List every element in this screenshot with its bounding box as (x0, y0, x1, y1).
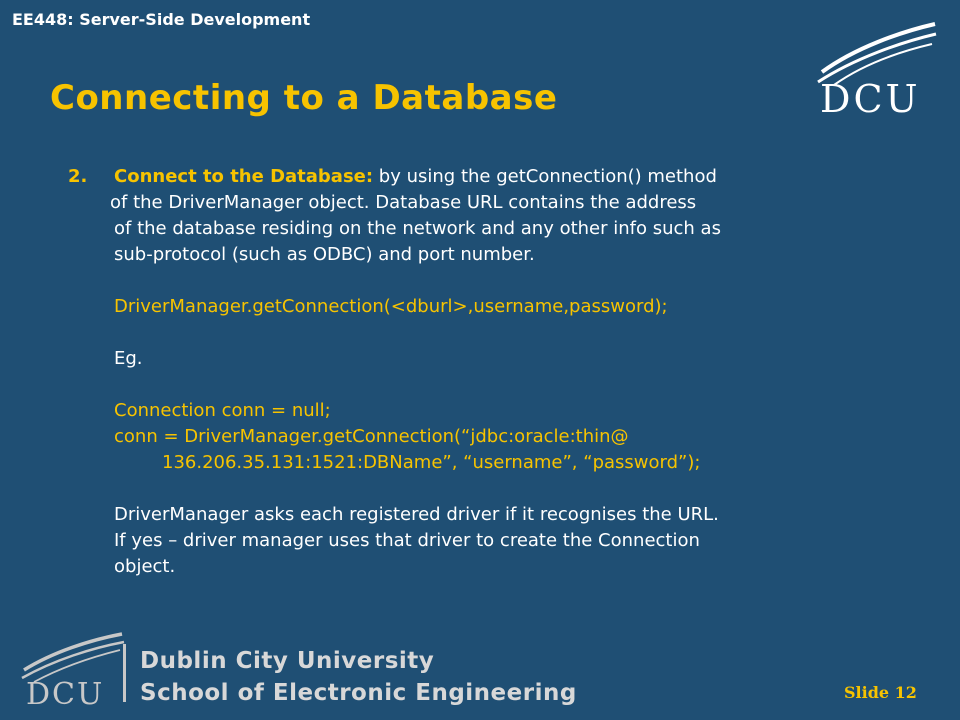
body-text: by using the getConnection() method (373, 166, 717, 187)
course-label: EE448: Server-Side Development (12, 10, 311, 29)
body-line: DriverManager asks each registered driver if it recognises the URL. (114, 504, 719, 525)
list-number: 2. (68, 166, 88, 187)
university-name: Dublin City University (140, 648, 435, 674)
dcu-logo-top (810, 20, 940, 120)
slide-title: Connecting to a Database (50, 78, 558, 118)
example-label: Eg. (114, 348, 143, 369)
list-item-line-1 (68, 164, 868, 190)
code-line: conn = DriverManager.getConnection(“jdbc:oracle:thin@ (114, 426, 629, 447)
body-line: If yes – driver manager uses that driver to create the Connection (114, 530, 700, 551)
dcu-logo-top-text: DCU (820, 77, 921, 120)
dcu-logo-footer (18, 630, 128, 710)
code-line: Connection conn = null; (114, 400, 331, 421)
list-item-lead: Connect to the Database: (114, 166, 374, 187)
code-line: 136.206.35.131:1521:DBName”, “username”, “password”); (162, 452, 701, 473)
body-line: object. (114, 556, 176, 577)
code-line: DriverManager.getConnection(<dburl>,username,password); (114, 296, 668, 317)
slide-body (68, 164, 868, 580)
body-line: of the database residing on the network and any other info such as (114, 218, 721, 239)
dcu-logo-footer-text: DCU (26, 677, 105, 710)
school-name: School of Electronic Engineering (140, 680, 577, 706)
body-line: of the DriverManager object. Database URL contains the address (110, 192, 697, 213)
footer-divider (123, 644, 126, 702)
body-line: sub-protocol (such as ODBC) and port number. (114, 244, 535, 265)
slide-number: Slide 12 (844, 683, 917, 702)
